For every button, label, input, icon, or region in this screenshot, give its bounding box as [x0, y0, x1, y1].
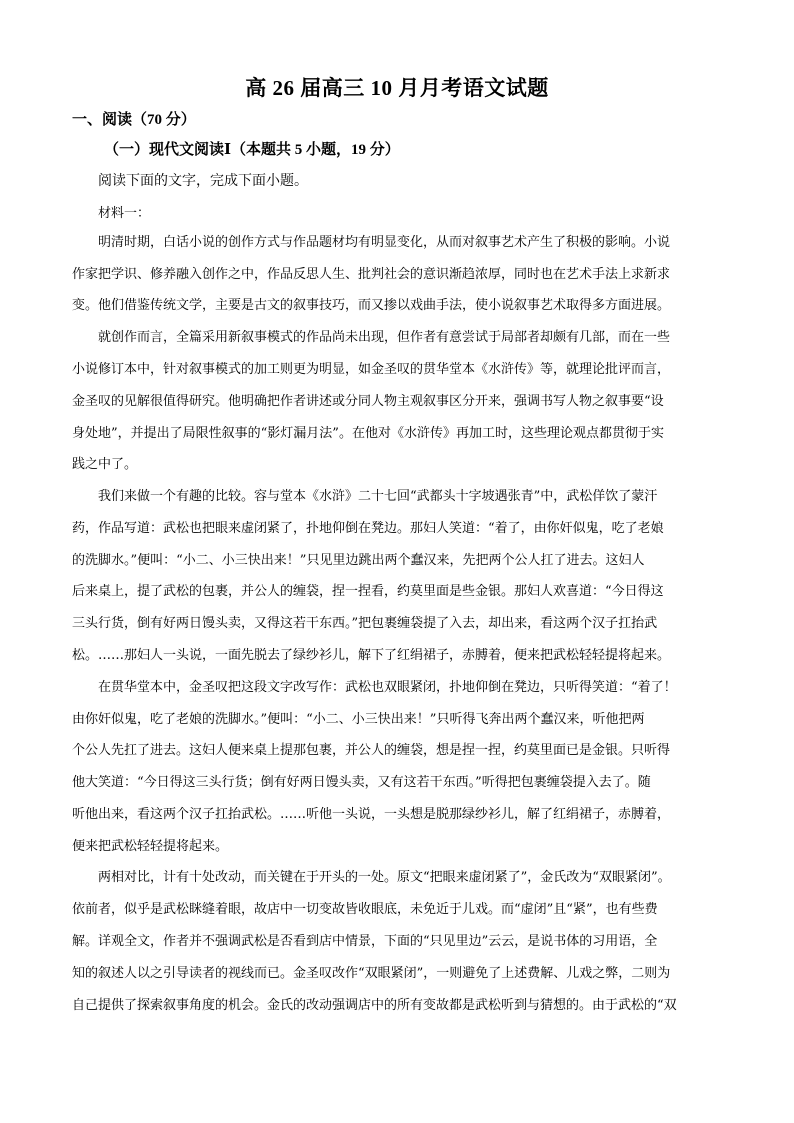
body-line: 便来把武松轻轻提将起来。: [72, 839, 229, 854]
body-line: 作家把学识、修养融入创作之中，作品反思人生、批判社会的意识渐趋浓厚，同时也在艺术手法上求新求: [72, 267, 671, 282]
body-line: 个公人先扛了进去。这妇人便来桌上提那包裹，并公人的缠袋，想是捏一捏，约莫里面已是金银。只听得: [72, 743, 671, 758]
body-line: 自己提供了探索叙事角度的机会。金氏的改动强调店中的所有变故都是武松听到与猜想的。由于武松的“双: [72, 998, 677, 1013]
body-line: 知的叙述人以之引导读者的视线而已。金圣叹改作“双眼紧闭”，一则避免了上述费解、儿戏之弊，二则为: [72, 966, 671, 981]
body-line: 他大笑道：“今日得这三头行货；倒有好两日馒头卖，又有这若干东西。”听得把包裹缠袋提入去了。随: [72, 775, 651, 790]
body-line: 践之中了。: [72, 457, 138, 472]
body-line: 身处地”，并提出了局限性叙事的“影灯漏月法”。在他对《水浒传》再加工时，这些理论观点都贯彻于实: [72, 426, 664, 441]
body-line: 在贯华堂本中，金圣叹把这段文字改写作：武松也双眼紧闭，扑地仰倒在凳边，只听得笑道：“着了！: [98, 680, 677, 695]
material-label: 材料一：: [98, 206, 151, 221]
body-line: 松。……那妇人一头说，一面先脱去了绿纱衫儿，解下了红绢裙子，赤膊着，便来把武松轻轻提将起来。: [72, 648, 671, 663]
body-line: 药，作品写道：武松也把眼来虚闭紧了，扑地仰倒在凳边。那妇人笑道：“着了，由你奸似鬼，吃了老娘: [72, 521, 664, 536]
body-line: 解。详观全文，作者并不强调武松是否看到店中情景，下面的“只见里边”云云，是说书体的习用语，全: [72, 934, 658, 949]
body-line: 小说修订本中，针对叙事模式的加工则更为明显，如金圣叹的贯华堂本《水浒传》等，就理论批评而言，: [72, 362, 671, 377]
subsection-heading: （一）现代文阅读Ⅰ（本题共 5 小题，19 分）: [104, 142, 400, 158]
body-line: 就创作而言，全篇采用新叙事模式的作品尚未出现，但作者有意尝试于局部者却颇有几部，而在一些: [98, 330, 671, 345]
page-title: 高 26 届高三 10 月月考语文试题: [245, 76, 549, 100]
section-heading: 一、阅读（70 分）: [72, 112, 196, 128]
body-line: 明清时期，白话小说的创作方式与作品题材均有明显变化，从而对叙事艺术产生了积极的影响。小说: [98, 235, 671, 250]
body-line: 听他出来，看这两个汉子扛抬武松。……听他一头说，一头想是脱那绿纱衫儿，解了红绢裙子，赤膊着，: [72, 807, 671, 822]
body-line: 两相对比，计有十处改动，而关键在于开头的一处。原文“把眼来虚闭紧了”，金氏改为“双眼紧闭”。: [98, 870, 671, 885]
body-line: 三头行货，倒有好两日馒头卖，又得这若干东西。”把包裹缠袋提了入去，却出来，看这两个汉子扛抬武: [72, 616, 658, 631]
body-line: 我们来做一个有趣的比较。容与堂本《水浒》二十七回“武都头十字坡遇张青”中，武松佯饮了蒙汗: [98, 489, 658, 504]
body-line: 的洗脚水。”便叫：“小二、小三快出来！”只见里边跳出两个蠢汉来，先把两个公人扛了进去。这妇人: [72, 553, 645, 568]
body-line: 由你奸似鬼，吃了老娘的洗脚水。”便叫：“小二、小三快出来！”只听得飞奔出两个蠢汉来，听他把两: [72, 712, 645, 727]
instruction-text: 阅读下面的文字，完成下面小题。: [98, 172, 308, 188]
body-line: 后来桌上，提了武松的包裹，并公人的缠袋，捏一捏看，约莫里面是些金银。那妇人欢喜道：“今日得这: [72, 584, 664, 599]
body-line: 依前者，似乎是武松眯缝着眼，故店中一切变故皆收眼底，未免近于儿戏。而“虚闭”且“紧”，也有些费: [72, 902, 658, 917]
body-line: 变。他们借鉴传统文学，主要是古文的叙事技巧，而又掺以戏曲手法，使小说叙事艺术取得多方面进展。: [72, 298, 671, 313]
body-line: 金圣叹的见解很值得研究。他明确把作者讲述或分同人物主观叙事区分开来，强调书写人物之叙事要“设: [72, 394, 664, 409]
